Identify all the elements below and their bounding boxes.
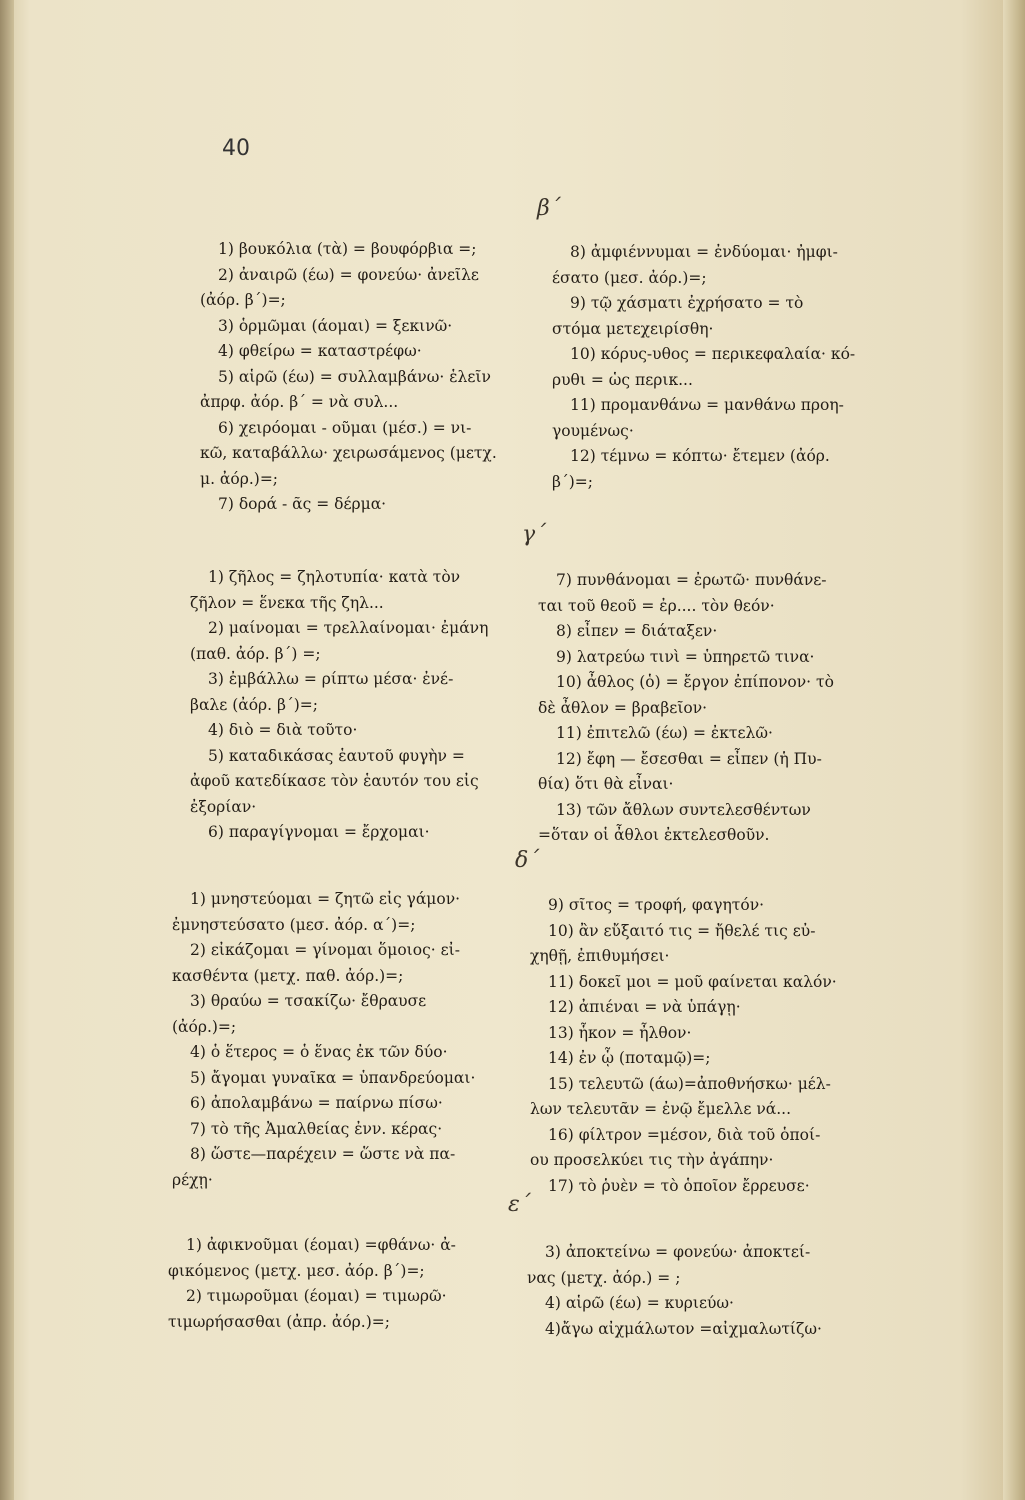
section-delta-right-column xyxy=(530,893,890,1199)
glossary-line: 17) τὸ ῥυὲν = τὸ ὁποῖον ἔρρευσε· xyxy=(548,1176,810,1195)
glossary-line: λων τελευτᾶν = ἐνῷ ἔμελλε νά... xyxy=(530,1100,792,1118)
page-binding-edge xyxy=(0,0,14,1500)
glossary-line: τιμωρήσασθαι (ἀπρ. ἀόρ.)=; xyxy=(168,1312,390,1331)
glossary-line: ρέχῃ· xyxy=(172,1170,213,1189)
glossary-line: (παθ. ἀόρ. β΄) =; xyxy=(190,644,321,663)
glossary-line: 11) δοκεῖ μοι = μοῦ φαίνεται καλόν· xyxy=(548,972,837,991)
glossary-line: 8) εἶπεν = διάταξεν· xyxy=(556,622,718,640)
glossary-line: β΄)=; xyxy=(552,472,593,491)
glossary-line: 15) τελευτῶ (άω)=ἀποθνήσκω· μέλ- xyxy=(548,1074,831,1093)
glossary-line: 3) ὁρμῶμαι (άομαι) = ξεκινῶ· xyxy=(218,316,453,335)
glossary-line: =ὅταν οἱ ἆθλοι ἐκτελεσθοῦν. xyxy=(538,826,770,844)
glossary-line: 1) ἀφικνοῦμαι (έομαι) =φθάνω· ἀ- xyxy=(186,1236,456,1254)
glossary-line: 1) βουκόλια (τὰ) = βουφόρβια =; xyxy=(218,240,477,258)
section-epsilon-right-column xyxy=(527,1240,887,1342)
glossary-line: βαλε (ἀόρ. β΄)=; xyxy=(190,695,318,714)
glossary-line: ου προσελκύει τις τὴν ἀγάπην· xyxy=(530,1151,774,1169)
glossary-line: 2) τιμωροῦμαι (έομαι) = τιμωρῶ· xyxy=(186,1287,447,1305)
glossary-line: 1) μνηστεύομαι = ζητῶ εἰς γάμον· xyxy=(190,890,461,908)
glossary-line: (ἀόρ. β΄)=; xyxy=(200,291,286,309)
section-heading-delta: δ΄ xyxy=(515,848,540,873)
glossary-line: χηθῇ, ἐπιθυμήσει· xyxy=(530,947,670,965)
glossary-line: ρυθι = ὡς περικ... xyxy=(552,370,693,389)
glossary-line: 9) λατρεύω τινὶ = ὑπηρετῶ τινα· xyxy=(556,647,815,666)
glossary-line: 3) ἐμβάλλω = ρίπτω μέσα· ἐνέ- xyxy=(208,670,454,688)
section-heading-gamma: γ΄ xyxy=(522,522,547,547)
glossary-line: 7) τὸ τῆς Ἀμαλθείας ἐνν. κέρας· xyxy=(190,1119,443,1138)
glossary-line: 2) ἀναιρῶ (έω) = φονεύω· ἀνεῖλε xyxy=(218,265,479,284)
glossary-line: 8) ὥστε—παρέχειν = ὥστε νὰ πα- xyxy=(190,1145,456,1163)
glossary-line: στόμα μετεχειρίσθη· xyxy=(552,319,714,338)
glossary-line: κῶ, καταβάλλω· χειρωσάμενος (μετχ. xyxy=(200,444,497,462)
glossary-line: 4) φθείρω = καταστρέφω· xyxy=(218,342,422,360)
glossary-line: ἀπρφ. ἀόρ. β΄ = νὰ συλ... xyxy=(200,393,399,411)
glossary-line: 10) ἂν εὔξαιτό τις = ἤθελέ τις εὐ- xyxy=(548,921,816,940)
glossary-line: φικόμενος (μετχ. μεσ. ἀόρ. β΄)=; xyxy=(168,1261,425,1280)
glossary-line: νας (μετχ. ἀόρ.) = ; xyxy=(527,1268,681,1287)
glossary-line: 10) ἆθλος (ὁ) = ἔργον ἐπίπονον· τὸ xyxy=(556,673,834,691)
glossary-line: 4) ὁ ἕτερος = ὁ ἕνας ἐκ τῶν δύο· xyxy=(190,1043,448,1061)
glossary-line: 14) ἐν ᾧ (ποταμῷ)=; xyxy=(548,1049,711,1067)
glossary-line: 4) διὸ = διὰ τοῦτο· xyxy=(208,721,358,739)
section-beta-left-column xyxy=(200,237,530,518)
glossary-line: 4)ἄγω αἰχμάλωτον =αἰχμαλωτίζω· xyxy=(545,1319,822,1338)
glossary-line: 13) τῶν ἄθλων συντελεσθέντων xyxy=(556,800,811,819)
glossary-line: έσατο (μεσ. ἀόρ.)=; xyxy=(552,268,707,287)
section-heading-epsilon: ε΄ xyxy=(508,1192,531,1217)
page-right-edge xyxy=(1003,0,1025,1500)
glossary-line: 2) εἰκάζομαι = γίνομαι ὅμοιος· εἰ- xyxy=(190,941,460,959)
glossary-line: 6) παραγίγνομαι = ἔρχομαι· xyxy=(208,823,430,841)
glossary-line: 11) ἐπιτελῶ (έω) = ἐκτελῶ· xyxy=(556,724,773,742)
glossary-line: ἐξορίαν· xyxy=(190,797,257,816)
glossary-line: ζῆλον = ἕνεκα τῆς ζηλ... xyxy=(190,593,384,612)
glossary-line: 2) μαίνομαι = τρελλαίνομαι· ἐμάνη xyxy=(208,619,489,637)
glossary-line: 16) φίλτρον =μέσον, διὰ τοῦ ὁποί- xyxy=(548,1125,821,1144)
glossary-line: 4) αἱρῶ (έω) = κυριεύω· xyxy=(545,1294,734,1312)
glossary-line: γουμένως· xyxy=(552,421,634,440)
glossary-line: θία) ὅτι θὰ εἶναι· xyxy=(538,775,674,793)
glossary-line: 12) τέμνω = κόπτω· ἔτεμεν (ἀόρ. xyxy=(570,447,830,465)
glossary-line: 13) ἧκον = ἦλθον· xyxy=(548,1023,692,1042)
glossary-line: κασθέντα (μετχ. παθ. ἀόρ.)=; xyxy=(172,966,404,985)
glossary-line: 6) ἀπολαμβάνω = παίρνω πίσω· xyxy=(190,1094,443,1112)
glossary-line: 1) ζῆλος = ζηλοτυπία· κατὰ τὸν xyxy=(208,568,461,586)
glossary-line: 7) δορά - ᾶς = δέρμα· xyxy=(218,495,387,513)
glossary-line: 3) ἀποκτείνω = φονεύω· ἀποκτεί- xyxy=(545,1243,811,1261)
glossary-line: 5) καταδικάσας ἑαυτοῦ φυγὴν = xyxy=(208,746,465,765)
section-delta-left-column xyxy=(172,887,522,1193)
glossary-line: 6) χειρόομαι - οῦμαι (μέσ.) = νι- xyxy=(218,418,472,437)
glossary-line: 9) τῷ χάσματι ἐχρήσατο = τὸ xyxy=(570,294,804,312)
glossary-line: ἀφοῦ κατεδίκασε τὸν ἑαυτόν του εἰς xyxy=(190,772,479,790)
glossary-line: 12) ἀπιέναι = νὰ ὑπάγῃ· xyxy=(548,998,741,1016)
glossary-line: 5) ἄγομαι γυναῖκα = ὑπανδρεύομαι· xyxy=(190,1068,476,1087)
page-number: 40 xyxy=(222,136,250,161)
glossary-line: 11) προμανθάνω = μανθάνω προη- xyxy=(570,396,844,414)
section-gamma-right-column xyxy=(538,568,888,849)
glossary-line: ἐμνηστεύσατο (μεσ. ἀόρ. α΄)=; xyxy=(172,915,416,934)
glossary-line: 9) σῖτος = τροφή, φαγητόν· xyxy=(548,896,765,914)
section-gamma-left-column xyxy=(190,565,530,846)
glossary-line: 8) ἀμφιέννυμαι = ἐνδύομαι· ἠμφι- xyxy=(570,243,838,261)
glossary-line: 12) ἔφη — ἔσεσθαι = εἶπεν (ἡ Πυ- xyxy=(556,749,822,768)
glossary-line: 7) πυνθάνομαι = ἐρωτῶ· πυνθάνε- xyxy=(556,571,827,589)
section-beta-right-column xyxy=(552,240,892,495)
glossary-line: 3) θραύω = τσακίζω· ἔθραυσε xyxy=(190,992,427,1010)
glossary-line: (ἀόρ.)=; xyxy=(172,1017,237,1036)
section-epsilon-left-column xyxy=(168,1233,518,1335)
glossary-line: 5) αἱρῶ (έω) = συλλαμβάνω· ἑλεῖν xyxy=(218,367,491,386)
glossary-line: ται τοῦ θεοῦ = ἐρ.... τὸν θεόν· xyxy=(538,596,775,615)
glossary-line: δὲ ἆθλον = βραβεῖον· xyxy=(538,698,708,717)
section-heading-beta: β΄ xyxy=(537,196,561,221)
glossary-line: 10) κόρυς-υθος = περικεφαλαία· κό- xyxy=(570,345,856,363)
glossary-line: μ. ἀόρ.)=; xyxy=(200,469,279,488)
